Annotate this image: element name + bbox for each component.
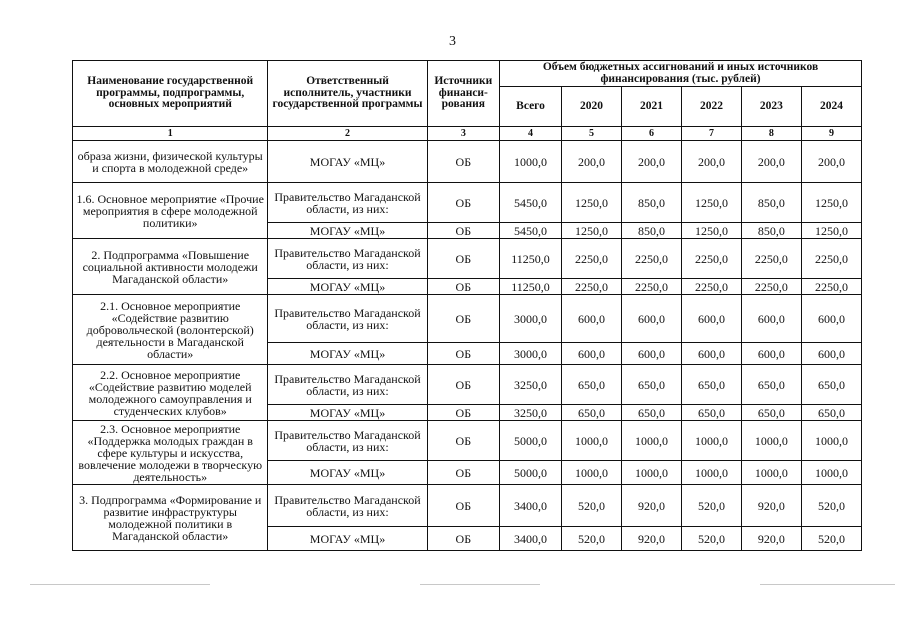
year-value-cell: 650,0: [622, 405, 682, 421]
year-value-cell: 1000,0: [681, 421, 741, 461]
year-value-cell: 920,0: [741, 527, 801, 551]
year-value-cell: 600,0: [681, 343, 741, 365]
year-value-cell: 1250,0: [562, 223, 622, 239]
header-year: 2021: [622, 87, 682, 127]
source-cell: ОБ: [427, 421, 499, 461]
year-value-cell: 600,0: [681, 295, 741, 343]
executor-cell: Правительство Магаданской области, из них:: [268, 421, 427, 461]
header-source: Источники финанси-рования: [427, 61, 499, 127]
year-value-cell: 1000,0: [801, 461, 861, 485]
year-value-cell: 850,0: [622, 223, 682, 239]
column-number: 4: [500, 127, 562, 141]
year-value-cell: 520,0: [562, 485, 622, 527]
year-value-cell: 920,0: [622, 527, 682, 551]
scan-artifact-line: [30, 584, 210, 585]
program-name-cell: образа жизни, физической культуры и спорта в молодежной среде»: [73, 141, 268, 183]
year-value-cell: 200,0: [741, 141, 801, 183]
scan-artifact-line: [760, 584, 895, 585]
source-cell: ОБ: [427, 405, 499, 421]
column-number: 3: [427, 127, 499, 141]
year-value-cell: 600,0: [801, 295, 861, 343]
table-row: [73, 183, 862, 223]
year-value-cell: 650,0: [801, 405, 861, 421]
year-value-cell: 600,0: [562, 343, 622, 365]
year-value-cell: 2250,0: [801, 279, 861, 295]
executor-cell: Правительство Магаданской области, из них:: [268, 295, 427, 343]
year-value-cell: 1250,0: [681, 183, 741, 223]
year-value-cell: 1000,0: [622, 421, 682, 461]
header-year: 2020: [562, 87, 622, 127]
total-cell: 5000,0: [500, 421, 562, 461]
program-name-cell: 2.3. Основное мероприятие «Поддержка молодых граждан в сфере культуры и искусства, вовлечение молодежи в творческую деятельность»: [73, 421, 268, 485]
executor-cell: Правительство Магаданской области, из них:: [268, 365, 427, 405]
header-executor: Ответственный исполнитель, участники государственной программы: [268, 61, 427, 127]
program-name-cell: 2. Подпрограмма «Повышение социальной активности молодежи Магаданской области»: [73, 239, 268, 295]
source-cell: ОБ: [427, 183, 499, 223]
total-cell: 1000,0: [500, 141, 562, 183]
year-value-cell: 650,0: [681, 405, 741, 421]
executor-cell: Правительство Магаданской области, из них:: [268, 485, 427, 527]
executor-cell: МОГАУ «МЦ»: [268, 405, 427, 421]
program-name-cell: 2.1. Основное мероприятие «Содействие развитию добровольческой (волонтерской) деятельности в Магаданской области»: [73, 295, 268, 365]
source-cell: ОБ: [427, 527, 499, 551]
column-number: 9: [801, 127, 861, 141]
year-value-cell: 520,0: [801, 527, 861, 551]
year-value-cell: 200,0: [801, 141, 861, 183]
total-cell: 3000,0: [500, 343, 562, 365]
year-value-cell: 520,0: [562, 527, 622, 551]
source-cell: ОБ: [427, 141, 499, 183]
year-value-cell: 850,0: [741, 183, 801, 223]
year-value-cell: 2250,0: [622, 239, 682, 279]
header-name: Наименование государственной программы, подпрограммы, основных мероприятий: [73, 61, 268, 127]
year-value-cell: 650,0: [741, 405, 801, 421]
year-value-cell: 200,0: [622, 141, 682, 183]
total-cell: 3250,0: [500, 365, 562, 405]
executor-cell: МОГАУ «МЦ»: [268, 223, 427, 239]
column-number: 6: [622, 127, 682, 141]
year-value-cell: 2250,0: [741, 279, 801, 295]
year-value-cell: 2250,0: [681, 239, 741, 279]
year-value-cell: 2250,0: [681, 279, 741, 295]
header-total: Всего: [500, 87, 562, 127]
source-cell: ОБ: [427, 223, 499, 239]
executor-cell: МОГАУ «МЦ»: [268, 279, 427, 295]
year-value-cell: 1000,0: [681, 461, 741, 485]
scan-artifact-line: [420, 584, 540, 585]
source-cell: ОБ: [427, 365, 499, 405]
year-value-cell: 520,0: [681, 485, 741, 527]
executor-cell: МОГАУ «МЦ»: [268, 461, 427, 485]
source-cell: ОБ: [427, 295, 499, 343]
year-value-cell: 650,0: [801, 365, 861, 405]
budget-table: [72, 60, 862, 551]
year-value-cell: 650,0: [681, 365, 741, 405]
executor-cell: МОГАУ «МЦ»: [268, 141, 427, 183]
year-value-cell: 650,0: [741, 365, 801, 405]
year-value-cell: 1250,0: [562, 183, 622, 223]
year-value-cell: 600,0: [741, 343, 801, 365]
year-value-cell: 650,0: [562, 365, 622, 405]
header-year: 2024: [801, 87, 861, 127]
year-value-cell: 600,0: [801, 343, 861, 365]
header-year: 2023: [741, 87, 801, 127]
total-cell: 3000,0: [500, 295, 562, 343]
column-number: 2: [268, 127, 427, 141]
year-value-cell: 600,0: [622, 295, 682, 343]
column-number-row: [73, 127, 862, 141]
header-volume: Объем бюджетных ассигнований и иных источников финансирования (тыс. рублей): [500, 61, 862, 87]
source-cell: ОБ: [427, 485, 499, 527]
year-value-cell: 1000,0: [741, 421, 801, 461]
executor-cell: Правительство Магаданской области, из них:: [268, 239, 427, 279]
year-value-cell: 200,0: [562, 141, 622, 183]
year-value-cell: 1000,0: [801, 421, 861, 461]
year-value-cell: 650,0: [562, 405, 622, 421]
total-cell: 3400,0: [500, 527, 562, 551]
year-value-cell: 600,0: [741, 295, 801, 343]
year-value-cell: 2250,0: [622, 279, 682, 295]
table-body: [73, 127, 862, 551]
year-value-cell: 600,0: [622, 343, 682, 365]
column-number: 7: [681, 127, 741, 141]
year-value-cell: 920,0: [622, 485, 682, 527]
program-name-cell: 2.2. Основное мероприятие «Содействие развитию моделей молодежного самоуправления и студенческих клубов»: [73, 365, 268, 421]
header-year: 2022: [681, 87, 741, 127]
table-row: [73, 141, 862, 183]
executor-cell: Правительство Магаданской области, из них:: [268, 183, 427, 223]
source-cell: ОБ: [427, 343, 499, 365]
year-value-cell: 650,0: [622, 365, 682, 405]
table-row: [73, 485, 862, 527]
year-value-cell: 520,0: [681, 527, 741, 551]
year-value-cell: 520,0: [801, 485, 861, 527]
executor-cell: МОГАУ «МЦ»: [268, 343, 427, 365]
year-value-cell: 1250,0: [681, 223, 741, 239]
column-number: 5: [562, 127, 622, 141]
year-value-cell: 1000,0: [562, 421, 622, 461]
year-value-cell: 850,0: [622, 183, 682, 223]
source-cell: ОБ: [427, 239, 499, 279]
table-row: [73, 421, 862, 461]
total-cell: 5000,0: [500, 461, 562, 485]
program-name-cell: 1.6. Основное мероприятие «Прочие мероприятия в сфере молодежной политики»: [73, 183, 268, 239]
source-cell: ОБ: [427, 461, 499, 485]
total-cell: 5450,0: [500, 183, 562, 223]
column-number: 1: [73, 127, 268, 141]
year-value-cell: 2250,0: [801, 239, 861, 279]
year-value-cell: 1250,0: [801, 223, 861, 239]
year-value-cell: 2250,0: [741, 239, 801, 279]
year-value-cell: 1000,0: [562, 461, 622, 485]
year-value-cell: 920,0: [741, 485, 801, 527]
page-number: 3: [449, 34, 456, 49]
total-cell: 5450,0: [500, 223, 562, 239]
total-cell: 11250,0: [500, 279, 562, 295]
table-row: [73, 365, 862, 405]
year-value-cell: 850,0: [741, 223, 801, 239]
table-row: [73, 295, 862, 343]
total-cell: 3400,0: [500, 485, 562, 527]
year-value-cell: 1000,0: [622, 461, 682, 485]
table-row: [73, 239, 862, 279]
year-value-cell: 2250,0: [562, 239, 622, 279]
executor-cell: МОГАУ «МЦ»: [268, 527, 427, 551]
year-value-cell: 1000,0: [741, 461, 801, 485]
total-cell: 11250,0: [500, 239, 562, 279]
column-number: 8: [741, 127, 801, 141]
year-value-cell: 2250,0: [562, 279, 622, 295]
total-cell: 3250,0: [500, 405, 562, 421]
year-value-cell: 1250,0: [801, 183, 861, 223]
year-value-cell: 200,0: [681, 141, 741, 183]
program-name-cell: 3. Подпрограмма «Формирование и развитие инфраструктуры молодежной политики в Магаданской области»: [73, 485, 268, 551]
source-cell: ОБ: [427, 279, 499, 295]
year-value-cell: 600,0: [562, 295, 622, 343]
